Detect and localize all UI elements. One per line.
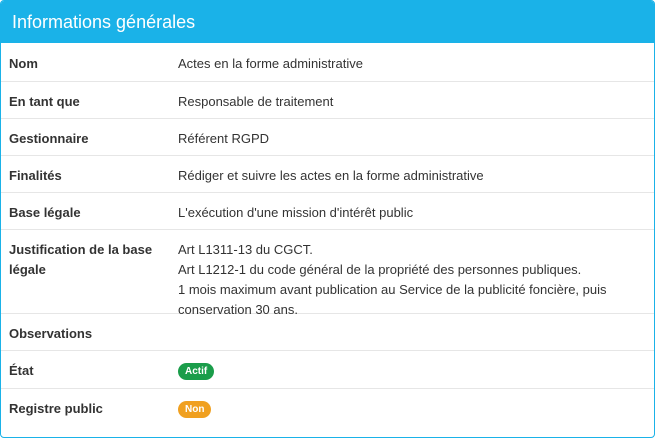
field-value [178,398,654,426]
justification-line: 1 mois maximum avant publication au Service de la publicité foncière, puis [178,282,607,297]
justification-line: conservation 30 ans. [178,302,298,317]
field-value: L'exécution d'une mission d'intérêt public [178,205,414,220]
field-value: Rédiger et suivre les actes en la forme administrative [178,168,484,183]
field-row-en-tant-que [1,81,654,118]
field-row-justification [1,229,654,317]
field-value: Référent RGPD [178,131,270,146]
field-label: État [9,363,34,378]
field-row-base-legale [1,192,654,229]
justification-line: Art L1212-1 du code général de la propriété des personnes publiques. [178,262,582,277]
field-value [178,360,654,388]
field-value [178,240,654,317]
field-label: Observations [9,326,93,341]
field-label-line: légale [9,262,46,277]
field-row-etat [1,350,654,388]
field-label [1,240,178,313]
field-label: Base légale [9,205,81,220]
field-label: En tant que [9,94,80,109]
field-value [178,324,654,350]
field-value: Actes en la forme administrative [178,56,363,71]
field-row-nom [1,43,654,81]
field-label: Registre public [9,401,103,416]
field-label: Finalités [9,168,62,183]
panel-title: Informations générales [1,1,654,43]
justification-line: Art L1311-13 du CGCT. [178,242,313,257]
field-row-gestionnaire [1,118,654,155]
field-label: Nom [9,56,38,71]
status-badge-non: Non [178,401,211,418]
field-row-finalites [1,155,654,192]
field-label: Gestionnaire [9,131,89,146]
field-value: Responsable de traitement [178,94,334,109]
field-label-line: Justification de la base [9,242,153,257]
field-row-registre-public [1,388,654,426]
status-badge-actif: Actif [178,363,214,380]
